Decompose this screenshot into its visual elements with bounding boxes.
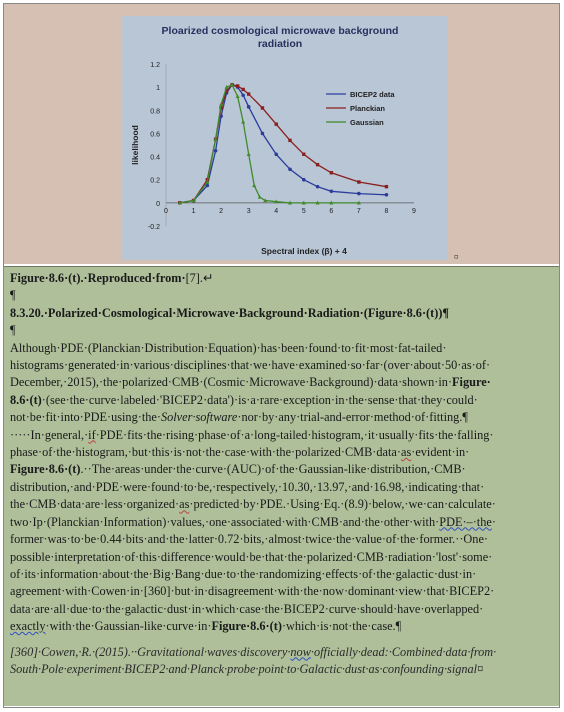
data-point <box>241 93 245 97</box>
y-tick-label: 0.6 <box>150 131 160 139</box>
legend-label: Gaussian <box>350 118 384 127</box>
y-tick-label: 1.2 <box>150 62 160 69</box>
cell-end-marker: ¤ <box>454 252 459 262</box>
data-point <box>385 193 389 197</box>
empty-paragraph-2: ¶ <box>10 323 16 338</box>
data-point <box>214 149 218 153</box>
data-point <box>357 180 360 183</box>
x-tick-label: 2 <box>219 207 224 215</box>
x-tick-label: 1 <box>191 207 196 215</box>
x-tick-label: 9 <box>412 207 416 215</box>
figure-cell <box>4 4 559 264</box>
y-tick-label: 1 <box>156 85 160 93</box>
x-tick-label: 6 <box>329 207 334 215</box>
y-tick-label: 0.2 <box>150 177 160 185</box>
x-tick-label: 5 <box>301 207 306 215</box>
data-point <box>274 152 278 156</box>
y-tick-label: 0.8 <box>150 108 160 116</box>
legend-label: Planckian <box>350 104 386 113</box>
data-point <box>261 106 264 109</box>
figure-caption <box>10 270 553 287</box>
y-tick-label: -0.2 <box>147 224 160 231</box>
x-tick-label: 8 <box>384 207 389 215</box>
text-cell <box>4 266 559 706</box>
series-line-bicep2-data <box>180 85 387 203</box>
data-point <box>261 132 265 136</box>
data-point <box>302 178 306 182</box>
reference-360: [360]·Cowen,·R.·(2015).··Gravitational·waves·discovery·now·officially·dead:·Combined·data·from· South·Pole·experiment·BICEP2·and·Planck·probe·point·to·Galactic·dust·as·confounding·signal¤ <box>10 644 497 676</box>
y-tick-label: 0.4 <box>150 154 160 162</box>
data-point <box>302 153 305 156</box>
legend-label: BICEP2 data <box>350 90 395 99</box>
x-tick-label: 0 <box>164 207 168 215</box>
data-point <box>288 139 291 142</box>
likelihood-chart <box>122 16 448 260</box>
caption-rest: [7].↵ <box>185 271 214 285</box>
data-point <box>252 183 256 187</box>
data-point <box>275 122 278 125</box>
data-point <box>247 92 250 95</box>
caption-bold: Figure·8.6·(t).·Reproduced·from· <box>10 271 186 285</box>
y-axis-label: likelihood <box>130 125 140 165</box>
y-tick-label: 0 <box>156 200 160 208</box>
chart-title-line-1: Ploarized cosmological microwave background <box>161 25 399 37</box>
x-axis-label: Spectral index (β) + 4 <box>261 246 347 256</box>
chart-title-line-2: radiation <box>257 38 303 50</box>
section-heading: 8.3.20.·Polarized·Cosmological·Microwave·Background·Radiation·(Figure·8.6·(t))¶ <box>10 305 450 320</box>
data-point <box>288 168 292 172</box>
data-point <box>316 185 320 189</box>
data-point <box>330 189 334 193</box>
empty-paragraph: ¶ <box>10 288 16 303</box>
chart-photo <box>122 16 448 260</box>
paragraph-2: ·····In·general,·if·PDE·fits·the·rising·phase·of·a·long-tailed·histogram,·it·usually·fits·the·falling· phase·of·the·histogram,·but·this·is·not·the·case·with·the·polarized·CMB·data·as·evident·in· Figure·8.6·(t).··The·areas·under·the·curve·(AUC)·of·the·Gaussian-like·distribution,·CMB· distribution,·and·PDE·were·found·to·be,·respectively,·10.30,·13.97,·and·16.98,·indicating·that· the·CMB·data·are·less·organized·as·predicted·by·PDE.·Using·Eq.·(8.9)·below,·we·can·calculate· two·Ip·(Planckian·Information)·values,·one·associated·with·CMB·and·the·other·with·PDE·–·the· former·was·to·be·0.44·bits·and·the·latter·0.72·bits,·almost·twice·the·value·of·the·former.··One· possible·interpretation·of·this·difference·would·be·that·the·polarized·CMB·radiation·'lost'·some· of·its·information·about·the·Big·Bang·due·to·the·randomizing·effects·of·the·galactic·dust·in· agreement·with·Cowen·in·[360]·but·in·disagreement·with·the·now·dominant·view·that·BICEP2· data·are·all·due·to·the·galactic·dust·in·which·case·the·BICEP2·curve·should·have·overlapped· exactly·with·the·Gaussian-like·curve·in·Figure·8.6·(t)·which·is·not·the·case.¶ <box>10 427 496 634</box>
x-tick-label: 7 <box>356 207 361 215</box>
data-point <box>330 171 333 174</box>
data-point <box>247 105 251 109</box>
data-point <box>385 185 388 188</box>
data-point <box>241 120 245 124</box>
x-tick-label: 4 <box>274 207 279 215</box>
data-point <box>236 84 239 87</box>
data-point <box>316 163 319 166</box>
data-point <box>357 192 361 196</box>
series-line-planckian <box>180 85 387 203</box>
x-tick-label: 3 <box>246 207 251 215</box>
data-point <box>241 88 244 91</box>
data-point <box>247 152 251 156</box>
paragraph-1: Although·PDE·(Planckian·Distribution·Equation)·has·been·found·to·fit·most·fat-tailed· histograms·generated·in·various·disciplines·that·we·have·examined·so·far·(over·about·50·as·of· December,·2015),·the·polarized·CMB·(Cosmic·Microwave·Background)·data·shown·in·Figure· 8.6·(t)·(see·the·curve·labeled·'BICEP2·data')·is·a·rare·exception·in·the·sense·that·they·could· not·be·fit·into·PDE·using·the·Solver·software·nor·by·any·trial-and-error·method·of·fitting.¶ <box>10 340 491 425</box>
